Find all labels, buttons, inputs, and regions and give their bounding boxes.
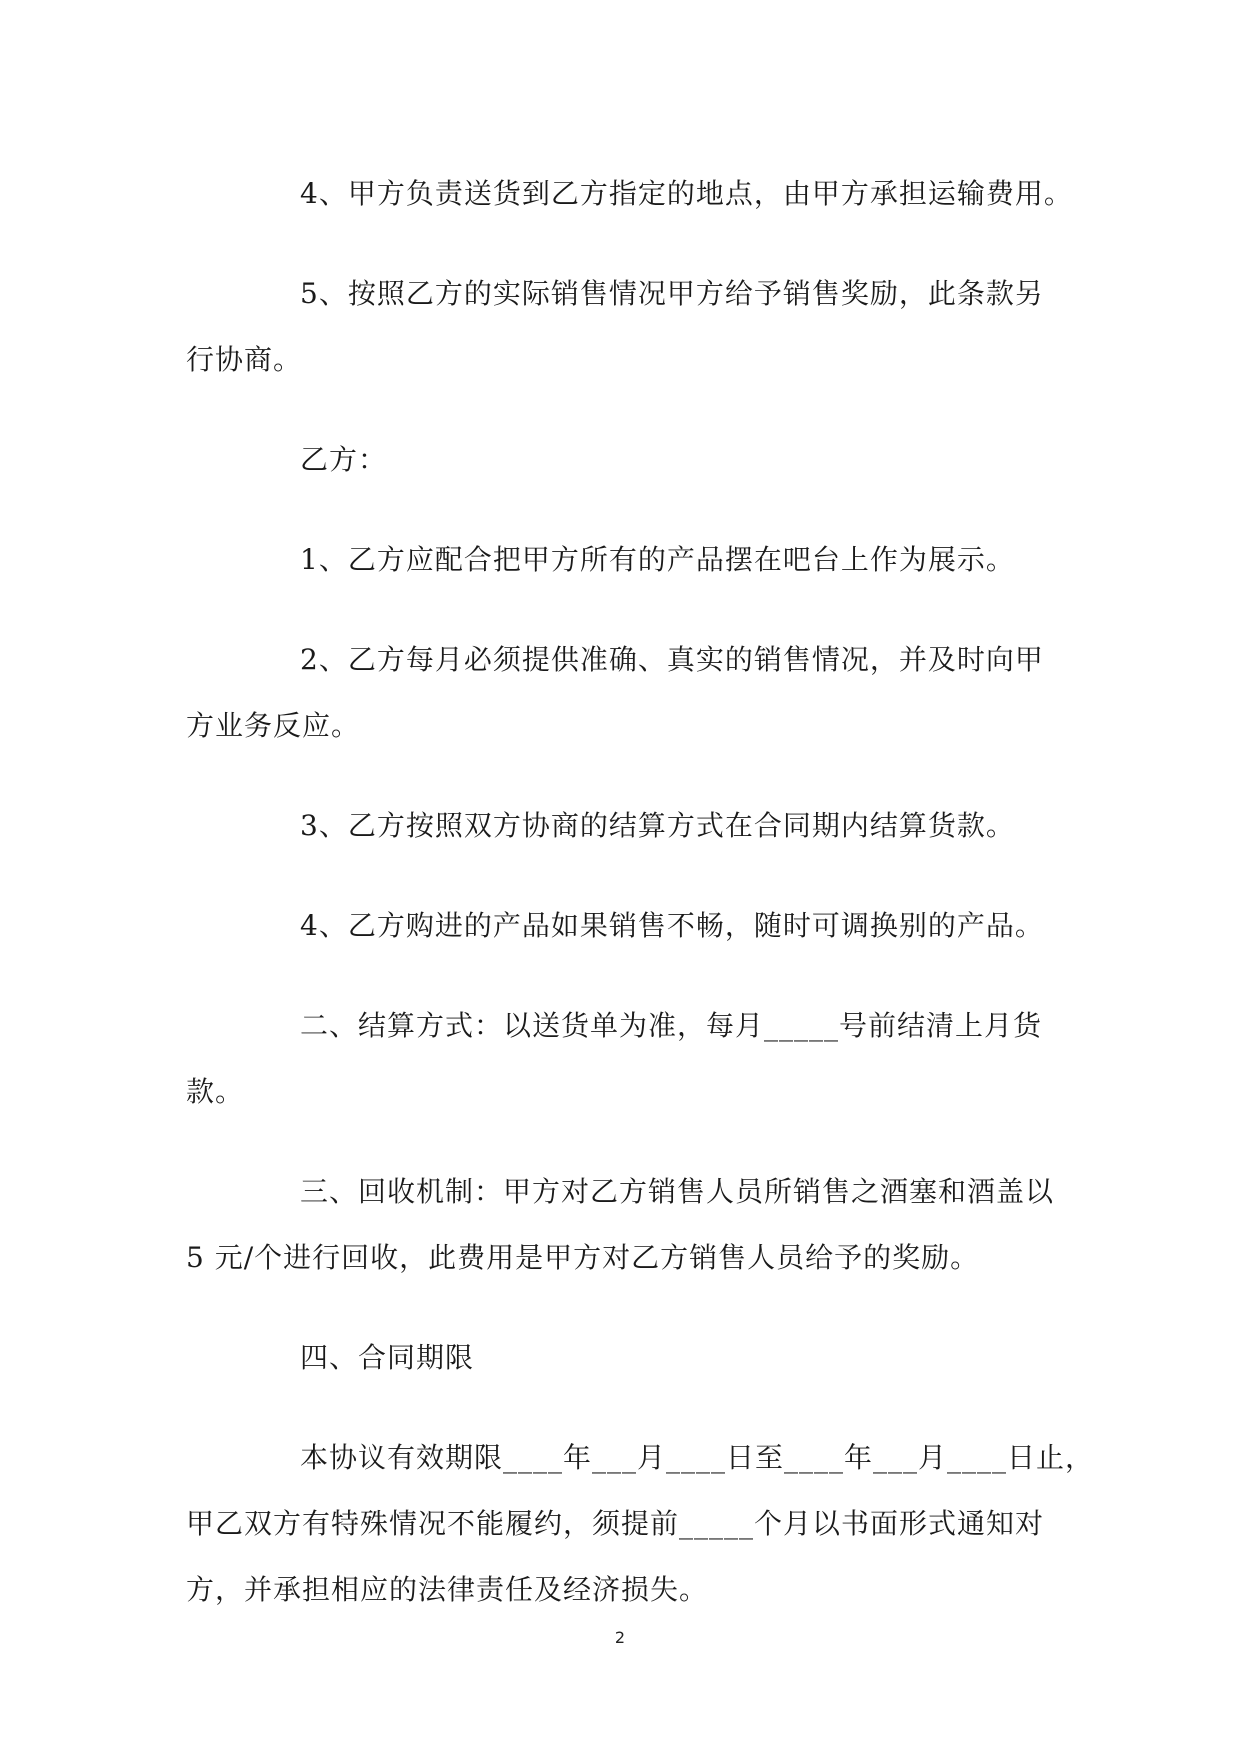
clause-a5-continued: 行协商。 xyxy=(186,343,303,376)
clause-b2: 2、乙方每月必须提供准确、真实的销售情况，并及时向甲 xyxy=(300,643,1044,676)
recycling-mechanism-continued: 5 元/个进行回收，此费用是甲方对乙方销售人员给予的奖励。 xyxy=(186,1241,980,1274)
clause-b1: 1、乙方应配合把甲方所有的产品摆在吧台上作为展示。 xyxy=(300,543,1015,576)
clause-b2-continued: 方业务反应。 xyxy=(186,709,361,742)
party-b-heading: 乙方： xyxy=(300,443,388,476)
clause-a4: 4、甲方负责送货到乙方指定的地点，由甲方承担运输费用。 xyxy=(300,177,1073,210)
contract-term-clause: 本协议有效期限____年___月____日至____年___月____日止， xyxy=(300,1441,1095,1474)
settlement-method-continued: 款。 xyxy=(186,1075,245,1108)
recycling-mechanism: 三、回收机制：甲方对乙方销售人员所销售之酒塞和酒盖以 xyxy=(300,1175,1055,1208)
contract-term-heading: 四、合同期限 xyxy=(300,1341,475,1374)
contract-term-clause-line2: 甲乙双方有特殊情况不能履约，须提前_____个月以书面形式通知对 xyxy=(186,1507,1045,1540)
clause-b4: 4、乙方购进的产品如果销售不畅，随时可调换别的产品。 xyxy=(300,909,1044,942)
contract-term-clause-line3: 方，并承担相应的法律责任及经济损失。 xyxy=(186,1573,709,1606)
page-number: 2 xyxy=(614,1628,626,1647)
clause-a5: 5、按照乙方的实际销售情况甲方给予销售奖励，此条款另 xyxy=(300,277,1044,310)
settlement-method: 二、结算方式：以送货单为准，每月_____号前结清上月货 xyxy=(300,1009,1043,1042)
clause-b3: 3、乙方按照双方协商的结算方式在合同期内结算货款。 xyxy=(300,809,1015,842)
